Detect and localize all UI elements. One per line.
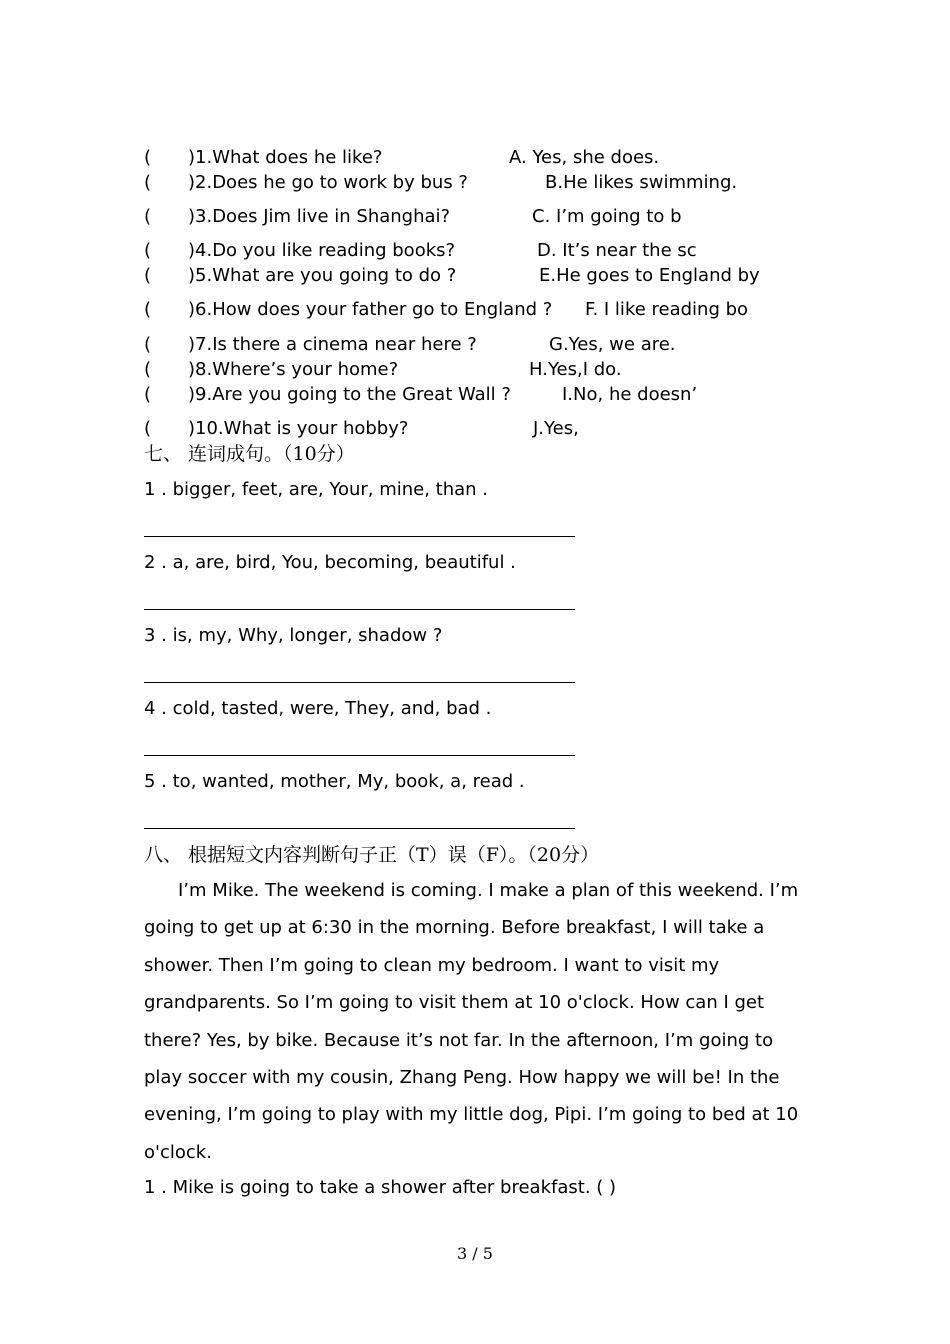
matching-row (144, 299, 151, 321)
matching-answer: C. I’m going to b (532, 206, 682, 227)
answer-paren: ( (144, 418, 152, 439)
answer-line[interactable] (144, 536, 575, 537)
answer-line[interactable] (144, 682, 575, 683)
tf-question-1: 1 . Mike is going to take a shower after breakfast. ( ) (144, 1177, 617, 1198)
matching-answer: I.No, he doesn’ (562, 384, 698, 405)
sentence-item: 1 . bigger, feet, are, Your, mine, than . (144, 479, 489, 500)
matching-answer: J.Yes, (533, 418, 579, 439)
matching-row (144, 418, 151, 440)
passage-text: I’m Mike. The weekend is coming. I make a plan of this weekend. I’m going to get up at 6:30 in the morning. Before breakfast, I will take a shower. Then I’m going to clean my bedroom. I want to visit my grandparents. So I’m going to visit them at 10 o'clock. How can I get there? Yes, by bike. Because it’s not far. In the afternoon, I’m going to play soccer with my cousin, Zhang Peng. How happy we will be! In the evening, I’m going to play with my little dog, Pipi. I’m going to bed at 10 o'clock. (144, 880, 799, 1163)
matching-answer: D. It’s near the sc (537, 240, 697, 261)
section7-title: 七、 连词成句。（10分） (144, 443, 355, 465)
matching-row (144, 147, 151, 169)
matching-row (144, 334, 151, 356)
sentence-item: 3 . is, my, Why, longer, shadow ? (144, 625, 443, 646)
matching-question: )6.How does your father go to England ? (188, 299, 553, 320)
answer-paren: ( (144, 147, 152, 168)
answer-paren: ( (144, 334, 152, 355)
matching-question: )8.Where’s your home? (188, 359, 399, 380)
answer-paren: ( (144, 265, 152, 286)
matching-row (144, 172, 151, 194)
answer-paren: ( (144, 299, 152, 320)
matching-question: )10.What is your hobby? (188, 418, 409, 439)
matching-row (144, 265, 151, 287)
sentence-item: 2 . a, are, bird, You, becoming, beautiful . (144, 552, 516, 573)
answer-paren: ( (144, 240, 152, 261)
matching-question: )1.What does he like? (188, 147, 383, 168)
matching-row (144, 206, 151, 228)
matching-answer: H.Yes,I do. (529, 359, 622, 380)
page-number: 3 / 5 (457, 1244, 493, 1263)
matching-question: )7.Is there a cinema near here ? (188, 334, 477, 355)
sentence-item: 4 . cold, tasted, were, They, and, bad . (144, 698, 492, 719)
matching-answer: B.He likes swimming. (545, 172, 738, 193)
answer-paren: ( (144, 359, 152, 380)
matching-row (144, 240, 151, 262)
matching-answer: E.He goes to England by (539, 265, 760, 286)
matching-question: )5.What are you going to do ? (188, 265, 457, 286)
matching-question: )4.Do you like reading books? (188, 240, 456, 261)
answer-paren: ( (144, 384, 152, 405)
answer-paren: ( (144, 206, 152, 227)
matching-question: )2.Does he go to work by bus ? (188, 172, 468, 193)
answer-paren: ( (144, 172, 152, 193)
matching-row (144, 359, 151, 381)
matching-question: )9.Are you going to the Great Wall ? (188, 384, 511, 405)
matching-answer: F. I like reading bo (585, 299, 749, 320)
section8-title: 八、 根据短文内容判断句子正（T）误（F）。（20分） (144, 844, 600, 866)
sentence-item: 5 . to, wanted, mother, My, book, a, read . (144, 771, 525, 792)
reading-passage (144, 872, 812, 1171)
answer-line[interactable] (144, 755, 575, 756)
matching-question: )3.Does Jim live in Shanghai? (188, 206, 451, 227)
matching-answer: A. Yes, she does. (509, 147, 660, 168)
answer-line[interactable] (144, 609, 575, 610)
matching-answer: G.Yes, we are. (549, 334, 676, 355)
matching-row (144, 384, 151, 406)
answer-line[interactable] (144, 828, 575, 829)
